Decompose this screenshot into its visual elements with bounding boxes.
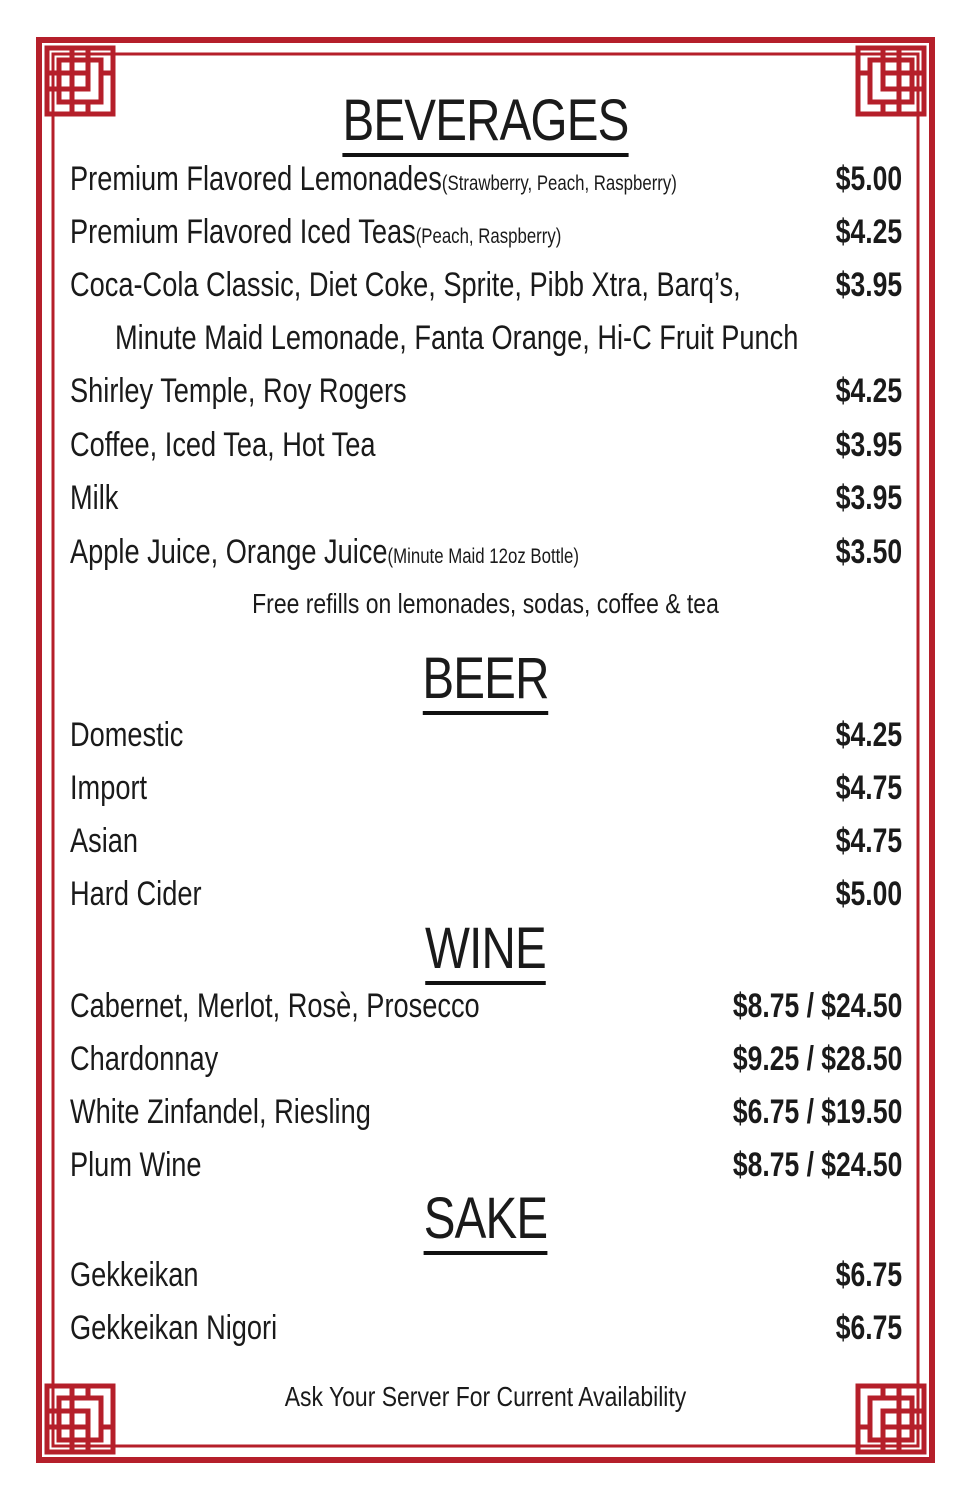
menu-item: Apple Juice, Orange Juice(Minute Maid 12oz Bottle) $3.50: [70, 530, 902, 574]
item-price: $3.95: [835, 266, 902, 304]
menu-item: Milk $3.95: [70, 476, 902, 520]
item-price: $9.25 / $28.50: [732, 1040, 902, 1078]
menu-item: White Zinfandel, Riesling $6.75 / $19.50: [70, 1090, 902, 1134]
item-price: $6.75: [835, 1309, 902, 1347]
beverages-heading: BEVERAGES: [87, 92, 883, 150]
menu-item: Cabernet, Merlot, Rosè, Prosecco $8.75 / $24.50: [70, 984, 902, 1028]
menu-item: Chardonnay $9.25 / $28.50: [70, 1037, 902, 1081]
menu-item: Plum Wine $8.75 / $24.50: [70, 1143, 902, 1187]
item-price: $4.75: [835, 769, 902, 807]
item-price: $8.75 / $24.50: [732, 987, 902, 1025]
item-price: $3.95: [835, 426, 902, 464]
item-price: $8.75 / $24.50: [732, 1146, 902, 1184]
refills-note: Free refills on lemonades, sodas, coffee & tea: [252, 588, 719, 619]
menu-item: Coca-Cola Classic, Diet Coke, Sprite, Pibb Xtra, Barq’s, $3.95: [70, 263, 902, 307]
item-price: $5.00: [835, 160, 902, 198]
item-price: $3.95: [835, 479, 902, 517]
item-price: $3.50: [835, 533, 902, 571]
item-price: $6.75: [835, 1256, 902, 1294]
menu-item: Import $4.75: [70, 766, 902, 810]
item-price: $4.25: [835, 372, 902, 410]
item-price: $4.25: [835, 716, 902, 754]
menu-item: Shirley Temple, Roy Rogers $4.25: [70, 369, 902, 413]
item-price: $5.00: [835, 875, 902, 913]
menu-item: Gekkeikan Nigori $6.75: [70, 1306, 902, 1350]
item-price: $4.75: [835, 822, 902, 860]
menu-item: Domestic $4.25: [70, 713, 902, 757]
menu-item: Premium Flavored Iced Teas(Peach, Raspberry) $4.25: [70, 210, 902, 254]
menu-item: Coffee, Iced Tea, Hot Tea $3.95: [70, 423, 902, 467]
beer-heading: BEER: [87, 650, 883, 708]
wine-heading: WINE: [87, 920, 883, 978]
menu-item: Gekkeikan $6.75: [70, 1253, 902, 1297]
menu-item: Hard Cider $5.00: [70, 872, 902, 916]
item-price: $4.25: [835, 213, 902, 251]
menu-item: Asian $4.75: [70, 819, 902, 863]
sake-heading: SAKE: [87, 1190, 883, 1248]
menu-item-continuation: Minute Maid Lemonade, Fanta Orange, Hi-C Fruit Punch: [115, 319, 799, 357]
availability-note: Ask Your Server For Current Availability: [284, 1381, 687, 1412]
menu-item: Premium Flavored Lemonades(Strawberry, Peach, Raspberry) $5.00: [70, 157, 902, 201]
item-price: $6.75 / $19.50: [732, 1093, 902, 1131]
